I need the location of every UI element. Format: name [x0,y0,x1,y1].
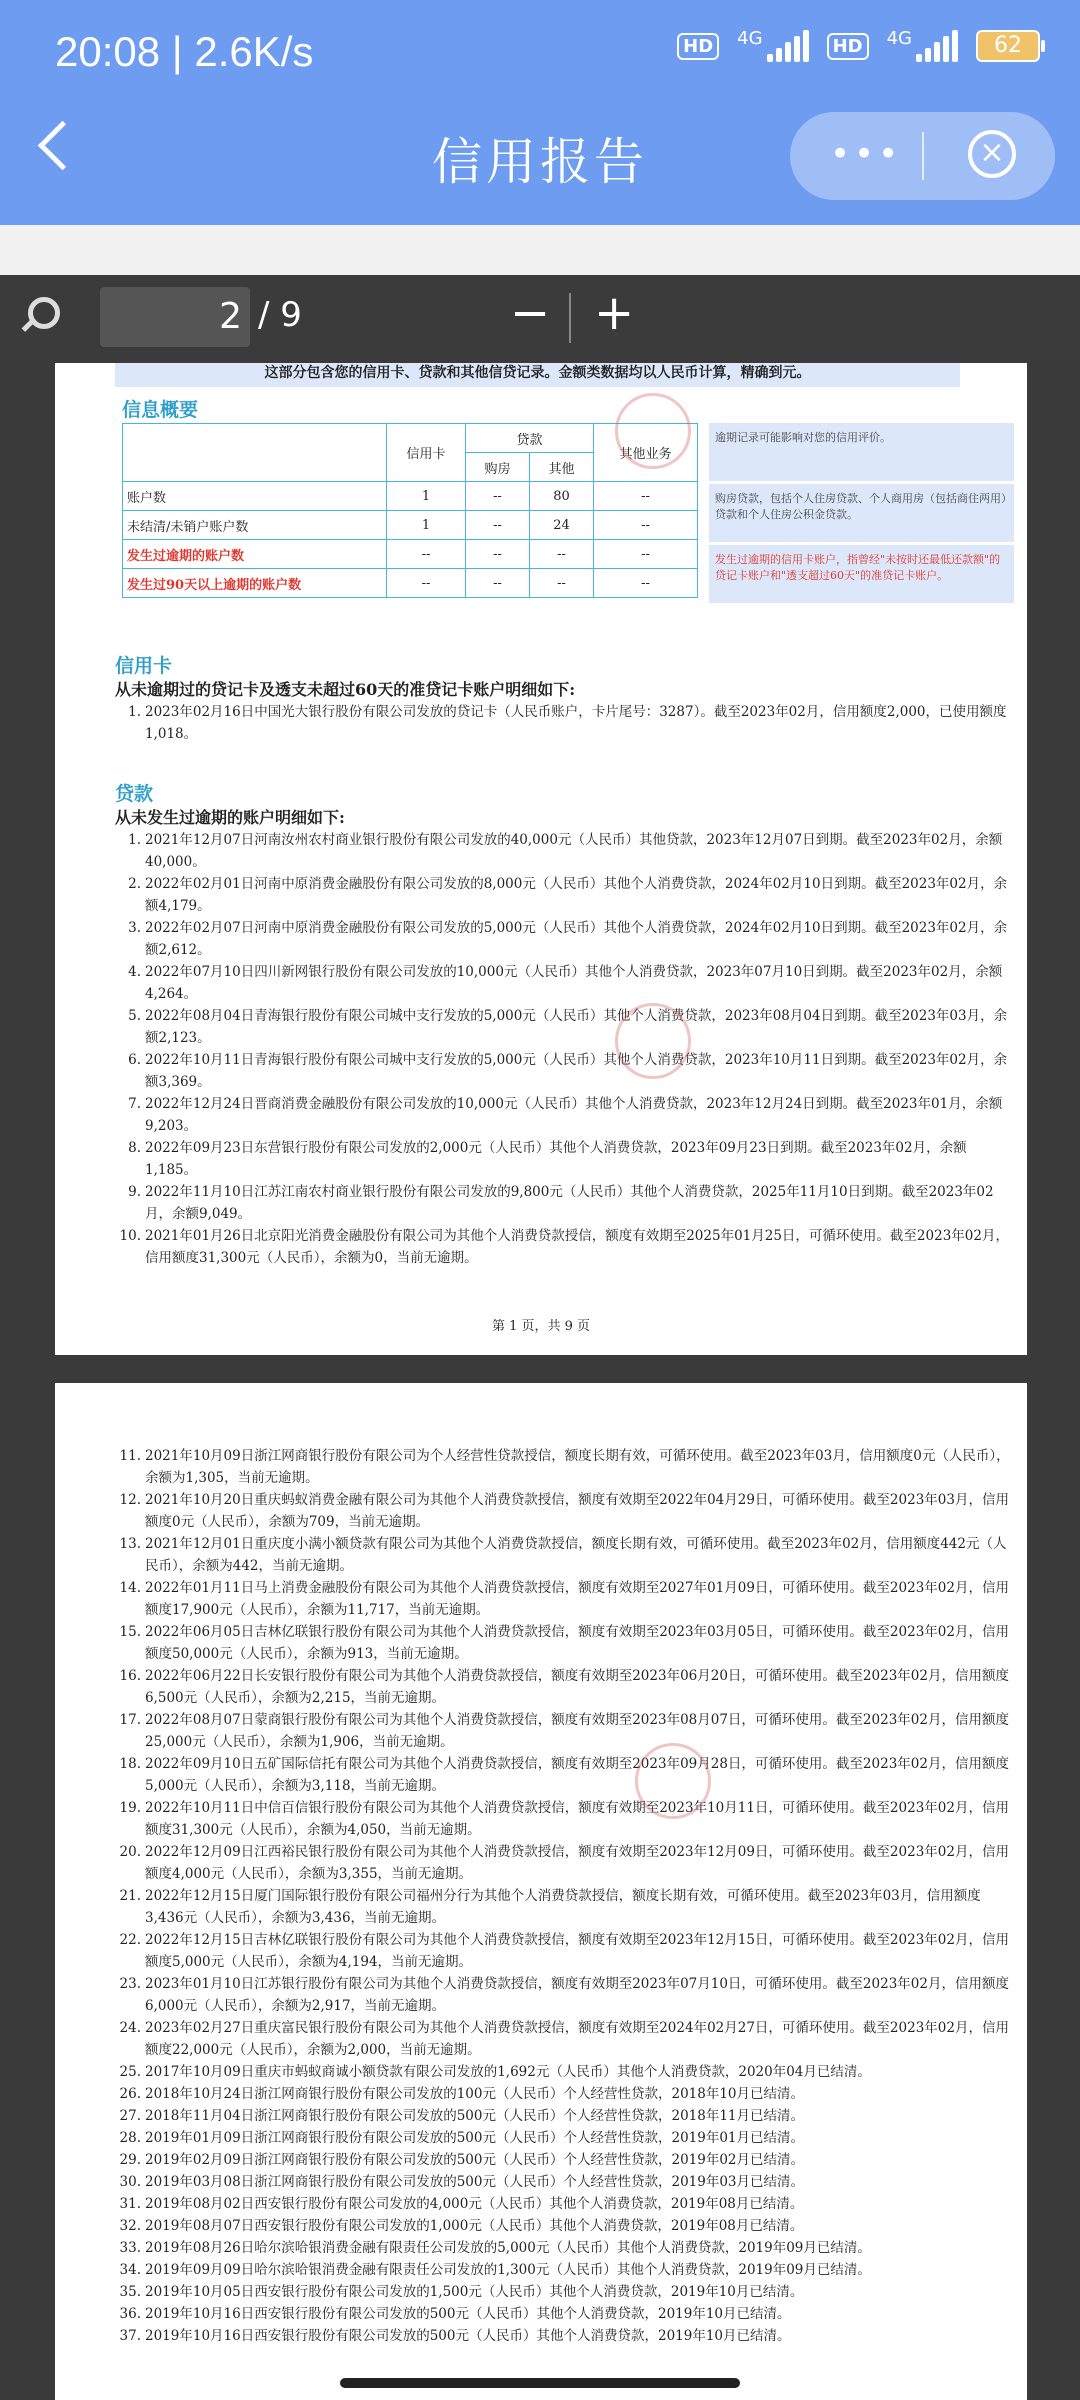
list-item [115,2281,1015,2303]
search-icon[interactable] [28,297,60,329]
item-number: 23. [119,1976,141,1992]
item-text: 2022年02月07日河南中原消费金融股份有限公司发放的5,000元（人民币）其他个人消费贷款，2024年02月10日到期。截至2023年02月，余额2,612。 [145,920,1008,958]
item-number: 14. [119,1580,141,1596]
header-home: 购房 [466,453,530,482]
item-text: 2023年02月16日中国光大银行股份有限公司发放的贷记卡（人民币账户，卡片尾号：3287）。截至2023年02月，信用额度2,000，已使用额度1,018。 [145,704,1007,742]
note: 逾期记录可能影响对您的信用评价。 [709,423,1014,481]
item-number: 19. [119,1800,141,1816]
zoom-out-button[interactable]: − [510,285,551,341]
more-button[interactable]: ••• [830,134,903,174]
list-item [115,1973,1015,2017]
item-number: 17. [119,1712,141,1728]
section-intro: 这部分包含您的信用卡、贷款和其他信贷记录。金额类数据均以人民币计算，精确到元。 [115,363,960,387]
list-item [115,2237,1015,2259]
item-number: 35. [119,2284,141,2300]
item-text: 2022年12月15日厦门国际银行股份有限公司福州分行为其他个人消费贷款授信，额度长期有效，可循环使用。截至2023年03月，信用额度3,436元（人民币），余额为3,436，当前无逾期。 [145,1888,981,1926]
item-text: 2021年12月07日河南汝州农村商业银行股份有限公司发放的40,000元（人民币）其他贷款，2023年12月07日到期。截至2023年02月，余额40,000。 [145,832,1003,870]
cell: 24 [530,511,594,540]
list-item [115,2061,1015,2083]
list-item [115,829,1015,873]
item-text: 2023年02月27日重庆富民银行股份有限公司为其他个人消费贷款授信，额度有效期至2024年02月27日，可循环使用。截至2023年02月，信用额度22,000元（人民币），余额为2,000，当前无逾期。 [145,2020,1009,2058]
item-text: 2019年08月02日西安银行股份有限公司发放的4,000元（人民币）其他个人消费贷款，2019年08月已结清。 [145,2196,804,2212]
row-label: 账户数 [123,482,387,511]
page-footer: 第 1 页，共 9 页 [491,1319,591,1334]
list-item [115,701,1015,745]
battery-icon: 62 [976,30,1040,62]
item-text: 2019年10月16日西安银行股份有限公司发放的500元（人民币）其他个人消费贷款，2019年10月已结清。 [145,2306,791,2322]
cell: -- [594,569,698,598]
item-text: 2019年10月16日西安银行股份有限公司发放的500元（人民币）其他个人消费贷款，2019年10月已结清。 [145,2328,791,2344]
seal-watermark [615,393,691,469]
item-text: 2022年06月05日吉林亿联银行股份有限公司为其他个人消费贷款授信，额度有效期至2023年03月05日，可循环使用。截至2023年02月，信用额度50,000元（人民币），余额为913，当前无逾期。 [145,1624,1009,1662]
item-number: 5. [128,1008,141,1024]
list-item [115,1181,1015,1225]
item-number: 21. [119,1888,141,1904]
cell: 1 [387,482,466,511]
signal-icon [767,30,809,62]
list-item [115,2259,1015,2281]
item-text: 2019年08月26日哈尔滨哈银消费金融有限责任公司发放的5,000元（人民币）其他个人消费贷款，2019年09月已结清。 [145,2240,871,2256]
table-corner [123,424,387,482]
item-text: 2022年09月23日东营银行股份有限公司发放的2,000元（人民币）其他个人消费贷款，2023年09月23日到期。截至2023年02月，余额1,185。 [145,1140,967,1178]
item-number: 22. [119,1932,141,1948]
zoom-divider [569,293,571,343]
item-number: 2. [128,876,141,892]
cell: -- [466,511,530,540]
app-header [0,0,1080,225]
item-text: 2019年10月05日西安银行股份有限公司发放的1,500元（人民币）其他个人消费贷款，2019年10月已结清。 [145,2284,804,2300]
list-item [115,2149,1015,2171]
status-time-speed: 20:08 | 2.6K/s [55,28,314,75]
list-item [115,2303,1015,2325]
seal-watermark [615,1003,691,1079]
cell: -- [594,482,698,511]
credit-card-subtitle: 从未逾期过的贷记卡及透支未超过60天的准贷记卡账户明细如下: [115,680,576,699]
item-number: 30. [119,2174,141,2190]
list-item [115,1049,1015,1093]
list-item [115,2127,1015,2149]
list-item [115,873,1015,917]
credit-card-list [115,701,1015,745]
item-number: 7. [128,1096,141,1112]
item-number: 32. [119,2218,141,2234]
cell: -- [466,482,530,511]
list-item [115,1797,1015,1841]
item-number: 33. [119,2240,141,2256]
pdf-toolbar [0,275,1080,363]
overview-table [122,423,698,598]
list-item [115,1445,1015,1489]
status-icons [677,27,1040,62]
item-number: 12. [119,1492,141,1508]
cell: -- [530,540,594,569]
item-text: 2021年01月26日北京阳光消费金融股份有限公司为其他个人消费贷款授信，额度有效期至2025年01月25日，可循环使用。截至2023年02月，信用额度31,300元（人民币），余额为0，当前无逾期。 [145,1228,1009,1266]
table-row [123,482,698,511]
item-text: 2022年08月07日蒙商银行股份有限公司为其他个人消费贷款授信，额度有效期至2023年08月07日，可循环使用。截至2023年02月，信用额度25,000元（人民币），余额为1,906，当前无逾期。 [145,1712,1009,1750]
row-label: 发生过90天以上逾期的账户数 [123,569,387,598]
zoom-in-button[interactable]: + [594,285,635,341]
list-item [115,1753,1015,1797]
item-number: 16. [119,1668,141,1684]
close-button[interactable]: × [968,130,1016,178]
item-text: 2022年08月04日青海银行股份有限公司城中支行发放的5,000元（人民币）其他个人消费贷款，2023年08月04日到期。截至2023年03月，余额2,123。 [145,1008,1008,1046]
item-number: 26. [119,2086,141,2102]
list-item [115,1533,1015,1577]
cell: -- [530,569,594,598]
header-gap [0,225,1080,275]
list-item [115,917,1015,961]
page-total: / 9 [258,295,302,335]
cell: 1 [387,511,466,540]
item-number: 29. [119,2152,141,2168]
item-text: 2021年10月20日重庆蚂蚁消费金融有限公司为其他个人消费贷款授信，额度有效期至2022年04月29日，可循环使用。截至2023年03月，信用额度0元（人民币），余额为709，当前无逾期。 [145,1492,1009,1530]
list-item [115,1841,1015,1885]
list-item [115,2325,1015,2347]
miniapp-capsule [790,112,1055,200]
item-number: 9. [128,1184,141,1200]
cell: 80 [530,482,594,511]
list-item [115,2083,1015,2105]
list-item [115,1885,1015,1929]
item-number: 18. [119,1756,141,1772]
header-loan: 贷款 [466,424,594,453]
list-item [115,1093,1015,1137]
item-number: 3. [128,920,141,936]
pdf-page-1[interactable] [55,363,1027,1355]
item-text: 2019年03月08日浙江网商银行股份有限公司发放的500元（人民币）个人经营性贷款，2019年03月已结清。 [145,2174,805,2190]
cell: -- [466,569,530,598]
item-text: 2019年02月09日浙江网商银行股份有限公司发放的500元（人民币）个人经营性贷款，2019年02月已结清。 [145,2152,805,2168]
network-label: 4G [737,27,763,49]
cell: -- [594,511,698,540]
item-number: 27. [119,2108,141,2124]
overview-notes [709,423,1014,606]
item-text: 2023年01月10日江苏银行股份有限公司为其他个人消费贷款授信，额度有效期至2023年07月10日，可循环使用。截至2023年02月，信用额度6,000元（人民币），余额为2,917，当前无逾期。 [145,1976,1009,2014]
home-indicator[interactable] [340,2378,740,2388]
item-number: 6. [128,1052,141,1068]
item-text: 2022年12月15日吉林亿联银行股份有限公司为其他个人消费贷款授信，额度有效期至2023年12月15日，可循环使用。截至2023年02月，信用额度5,000元（人民币），余额为4,194，当前无逾期。 [145,1932,1009,1970]
note: 发生过逾期的信用卡账户，指曾经"未按时还最低还款额"的贷记卡账户和"透支超过60天"的准贷记卡账户。 [709,545,1014,603]
item-number: 1. [128,832,141,848]
item-number: 28. [119,2130,141,2146]
item-number: 8. [128,1140,141,1156]
list-item [115,1137,1015,1181]
list-item [115,2017,1015,2061]
list-item [115,1929,1015,1973]
item-number: 24. [119,2020,141,2036]
pdf-page-2[interactable] [55,1383,1027,2400]
list-item [115,2193,1015,2215]
list-item [115,1621,1015,1665]
item-number: 31. [119,2196,141,2212]
item-text: 2022年07月10日四川新网银行股份有限公司发放的10,000元（人民币）其他个人消费贷款，2023年07月10日到期。截至2023年02月，余额4,264。 [145,964,1003,1002]
list-item [115,1005,1015,1049]
cell: -- [594,540,698,569]
item-number: 37. [119,2328,141,2344]
seal-watermark [635,1743,711,1819]
item-number: 20. [119,1844,141,1860]
capsule-divider [922,132,924,180]
item-text: 2019年08月07日西安银行股份有限公司发放的1,000元（人民币）其他个人消费贷款，2019年08月已结清。 [145,2218,804,2234]
note: 购房贷款，包括个人住房贷款、个人商用房（包括商住两用）贷款和个人住房公积金贷款。 [709,484,1014,542]
list-item [115,1709,1015,1753]
hd-badge-2: HD [827,33,869,60]
row-label: 发生过逾期的账户数 [123,540,387,569]
item-text: 2021年10月09日浙江网商银行股份有限公司为个人经营性贷款授信，额度长期有效，可循环使用。截至2023年03月，信用额度0元（人民币），余额为1,305，当前无逾期。 [145,1448,1010,1486]
hd-badge: HD [677,33,719,60]
item-text: 2022年11月10日江苏江南农村商业银行股份有限公司发放的9,800元（人民币）其他个人消费贷款，2025年11月10日到期。截至2023年02月，余额9,049。 [145,1184,994,1222]
list-item [115,2215,1015,2237]
network-label-2: 4G [886,27,912,49]
item-number: 11. [119,1448,141,1464]
item-text: 2022年09月10日五矿国际信托有限公司为其他个人消费贷款授信，额度有效期至2023年09月28日，可循环使用。截至2023年02月，信用额度5,000元（人民币），余额为3,118，当前无逾期。 [145,1756,1009,1794]
item-text: 2018年10月24日浙江网商银行股份有限公司发放的100元（人民币）个人经营性贷款，2018年10月已结清。 [145,2086,805,2102]
list-item [115,1577,1015,1621]
list-item [115,1225,1015,1269]
item-text: 2017年10月09日重庆市蚂蚁商诚小额贷款有限公司发放的1,692元（人民币）其他个人消费贷款，2020年04月已结清。 [145,2064,871,2080]
list-item [115,1489,1015,1533]
list-item [115,2105,1015,2127]
item-text: 2022年10月11日青海银行股份有限公司城中支行发放的5,000元（人民币）其他个人消费贷款，2023年10月11日到期。截至2023年02月，余额3,369。 [145,1052,1008,1090]
cell: -- [387,540,466,569]
overview-title: 信息概要 [122,399,199,421]
row-label: 未结清/未销户账户数 [123,511,387,540]
loan-subtitle: 从未发生过逾期的账户明细如下: [115,808,345,827]
item-text: 2022年10月11日中信百信银行股份有限公司为其他个人消费贷款授信，额度有效期至2023年10月11日，可循环使用。截至2023年02月，信用额度31,300元（人民币），余额为4,050，当前无逾期。 [145,1800,1009,1838]
credit-card-title: 信用卡 [115,655,173,677]
item-number: 1. [128,704,141,720]
table-row [123,511,698,540]
list-item [115,2171,1015,2193]
item-text: 2022年12月09日江西裕民银行股份有限公司为其他个人消费贷款授信，额度有效期至2023年12月09日，可循环使用。截至2023年02月，信用额度4,000元（人民币），余额为3,355，当前无逾期。 [145,1844,1009,1882]
item-number: 25. [119,2064,141,2080]
item-number: 10. [119,1228,141,1244]
header-other: 其他 [530,453,594,482]
item-text: 2022年06月22日长安银行股份有限公司为其他个人消费贷款授信，额度有效期至2023年06月20日，可循环使用。截至2023年02月，信用额度6,500元（人民币），余额为2,215，当前无逾期。 [145,1668,1009,1706]
item-text: 2022年01月11日马上消费金融股份有限公司为其他个人消费贷款授信，额度有效期至2027年01月09日，可循环使用。截至2023年02月，信用额度17,900元（人民币），余额为11,717，当前无逾期。 [145,1580,1009,1618]
loan-list-continued [115,1445,1015,2347]
item-text: 2021年12月01日重庆度小满小额贷款有限公司为其他个人消费贷款授信，额度长期有效，可循环使用。截至2023年02月，信用额度442元（人民币），余额为442，当前无逾期。 [145,1536,1007,1574]
signal-icon-2 [916,30,958,62]
table-row [123,540,698,569]
page-title: 信用报告 [432,133,648,191]
list-item [115,1665,1015,1709]
cell: -- [466,540,530,569]
item-number: 34. [119,2262,141,2278]
loan-list [115,829,1015,1269]
table-row [123,569,698,598]
list-item [115,961,1015,1005]
cell: -- [387,569,466,598]
header-credit-card: 信用卡 [387,424,466,482]
loan-title: 贷款 [115,783,154,805]
item-text: 2019年09月09日哈尔滨哈银消费金融有限责任公司发放的1,300元（人民币）其他个人消费贷款，2019年09月已结清。 [145,2262,871,2278]
item-number: 13. [119,1536,141,1552]
page-number-input[interactable]: 2 [100,287,250,347]
item-text: 2019年01月09日浙江网商银行股份有限公司发放的500元（人民币）个人经营性贷款，2019年01月已结清。 [145,2130,805,2146]
item-text: 2022年12月24日晋商消费金融股份有限公司发放的10,000元（人民币）其他个人消费贷款，2023年12月24日到期。截至2023年01月，余额9,203。 [145,1096,1003,1134]
item-number: 36. [119,2306,141,2322]
item-number: 4. [128,964,141,980]
header-other-business: 其他业务 [594,424,698,482]
item-text: 2018年11月04日浙江网商银行股份有限公司发放的500元（人民币）个人经营性贷款，2018年11月已结清。 [145,2108,805,2124]
item-number: 15. [119,1624,141,1640]
item-text: 2022年02月01日河南中原消费金融股份有限公司发放的8,000元（人民币）其他个人消费贷款，2024年02月10日到期。截至2023年02月，余额4,179。 [145,876,1008,914]
